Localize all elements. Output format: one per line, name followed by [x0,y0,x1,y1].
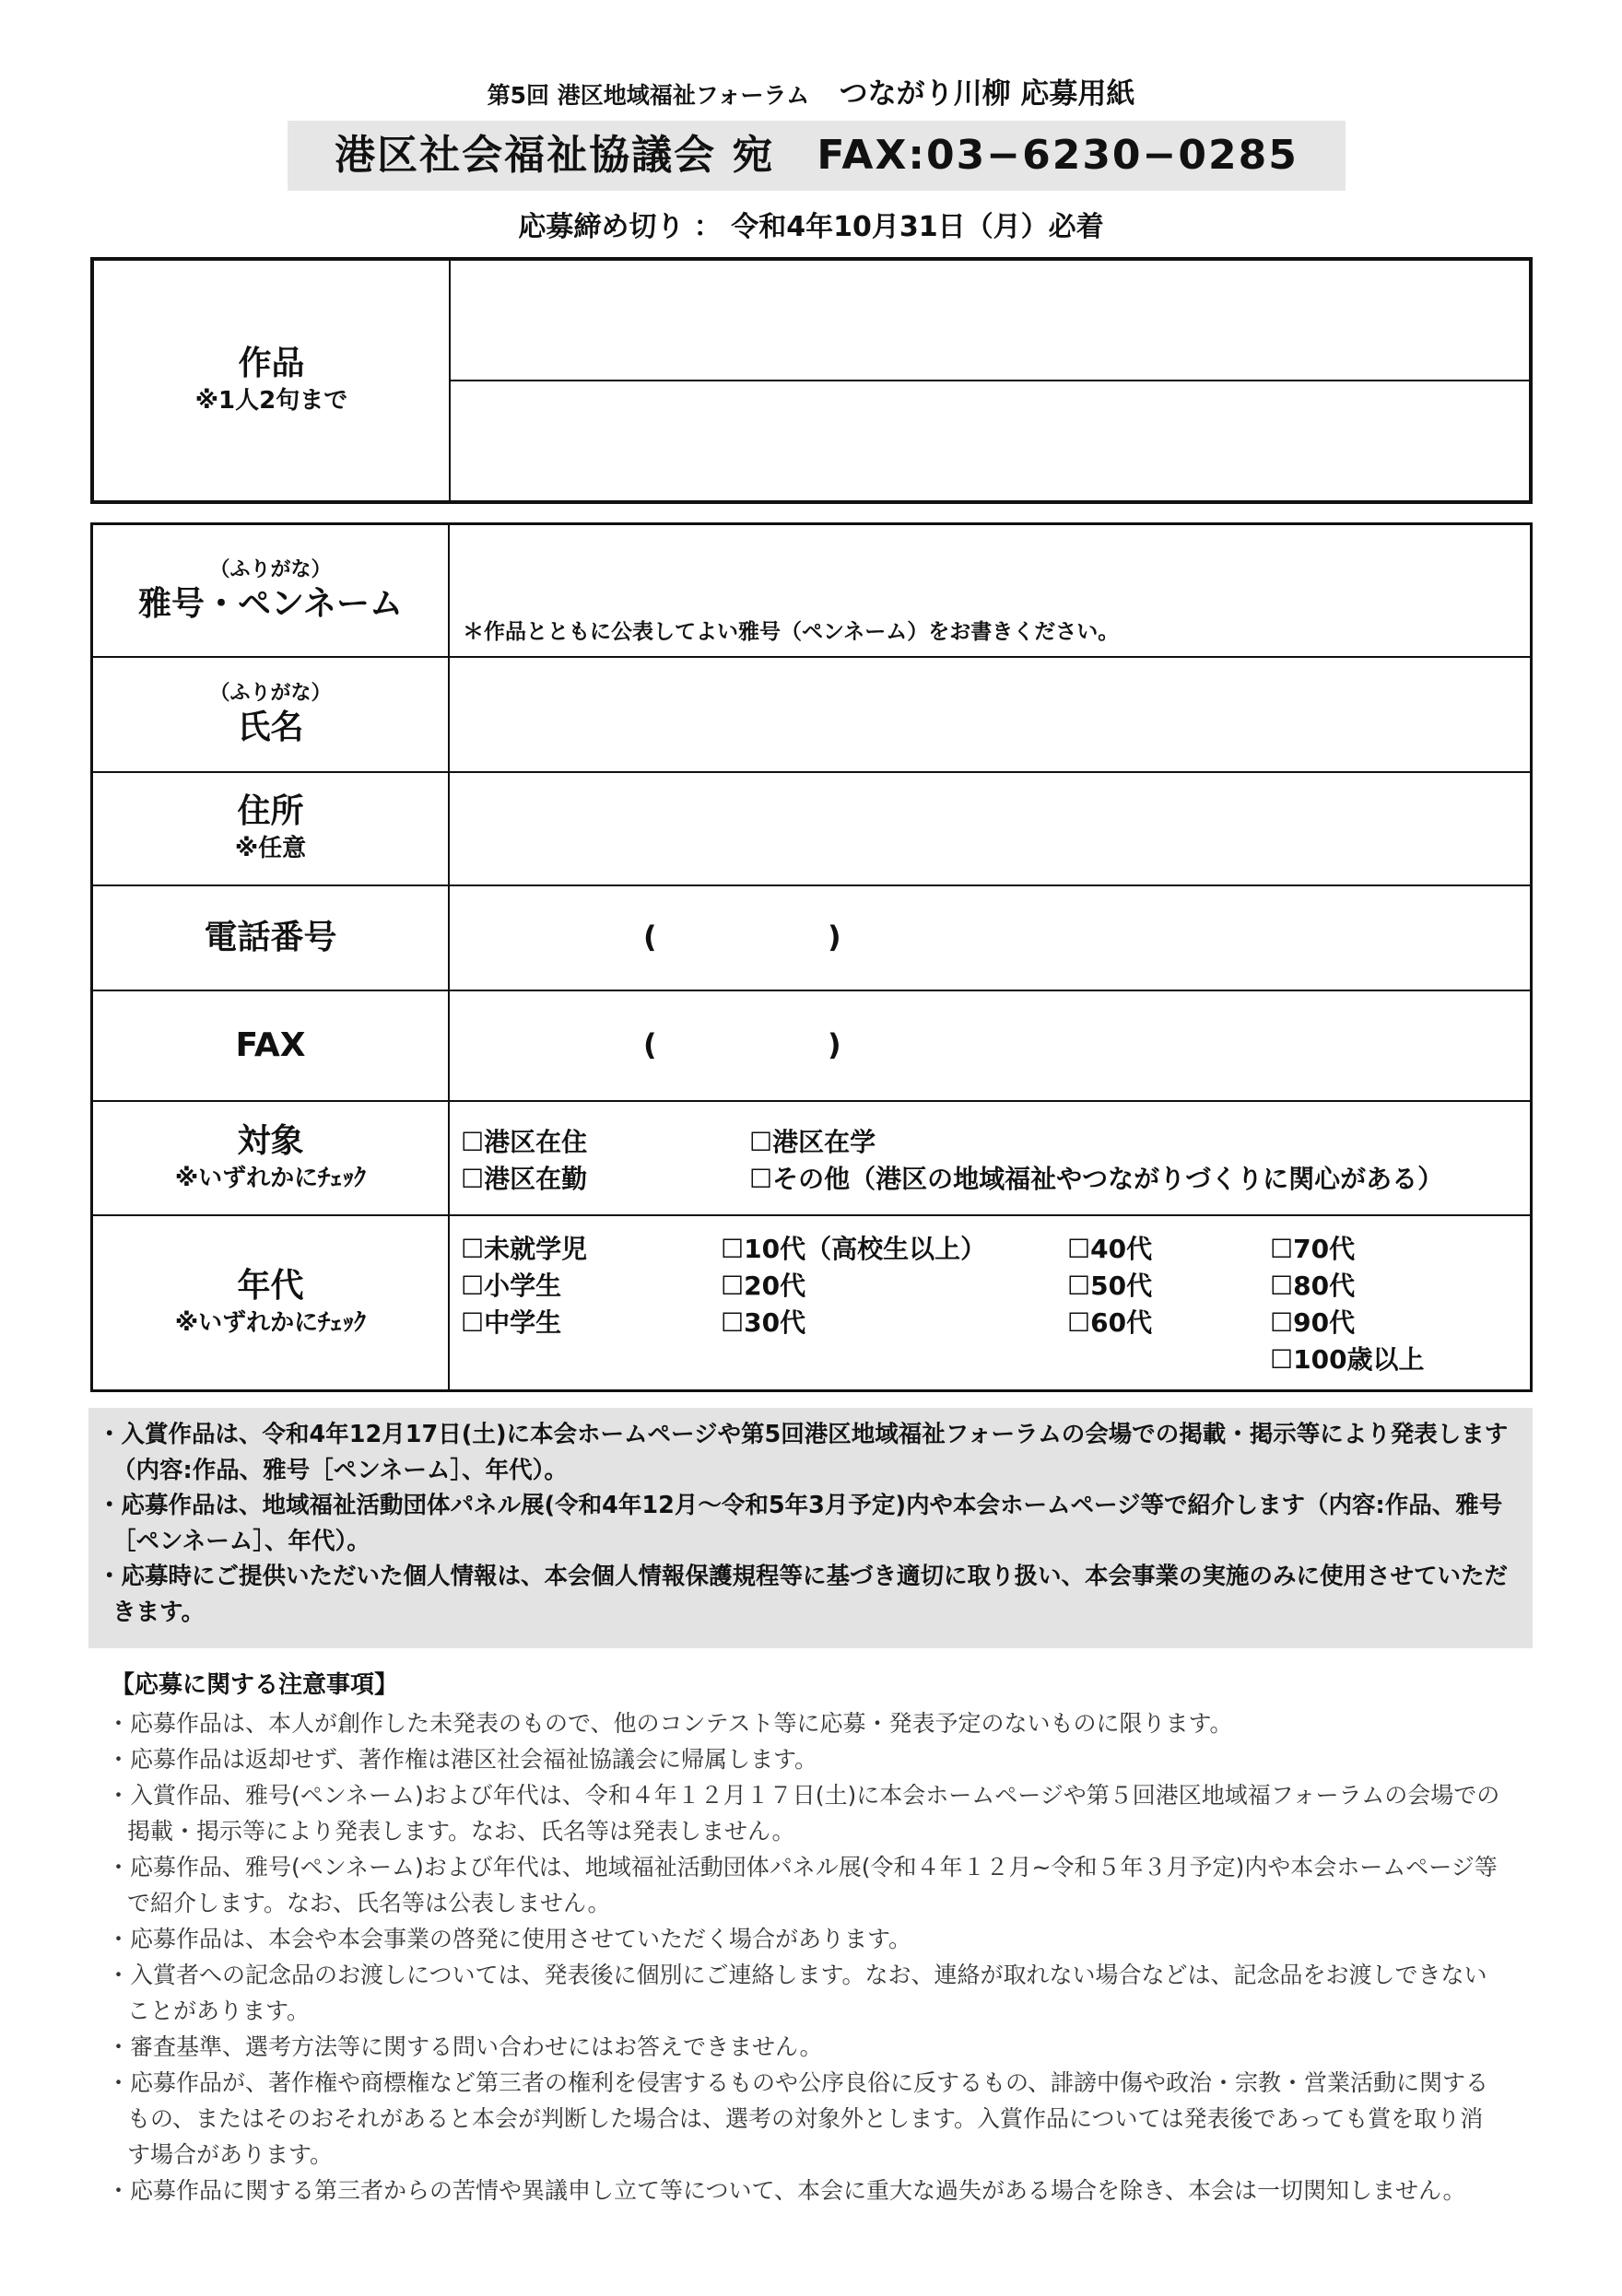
name-kana: （ふりがな） [209,682,332,705]
publication-notice-box [88,1408,1533,1648]
fax-field[interactable] [449,990,1532,1101]
deadline: 応募締め切り ： 令和4年10月31日（月）必着 [518,211,1104,243]
caution-item: ・応募作品に関する第三者からの苦情や異議申し立て等について、本会に重大な過失がある場合を除き、本会は一切関知しません。 [107,2177,1466,2204]
caution-item: ・応募作品、雅号(ペンネーム)および年代は、地域福祉活動団体パネル展(令和４年１２月~令和５年３月予定)内や本会ホームページ等で紹介します。なお、氏名等は公表しません。 [107,1854,1498,1916]
fax-close-paren: ) [828,1026,841,1062]
pen-name-label-cell [92,524,450,657]
address-label-cell [92,772,450,885]
address-field[interactable] [449,772,1532,885]
caution-item: ・入賞作品、雅号(ペンネーム)および年代は、令和４年１２月１７日(土)に本会ホームページや第５回港区地域福フォーラムの会場での掲載・掲示等により発表します。なお、氏名等は発表しません。 [107,1782,1500,1845]
age-option-50s[interactable]: ☐50代 [1067,1271,1153,1302]
target-option-worker[interactable]: ☐港区在勤 [461,1163,588,1194]
pen-name-label: 雅号・ペンネーム [138,584,403,623]
age-option-junior-high[interactable]: ☐中学生 [461,1307,562,1339]
age-option-100-plus[interactable]: ☐100歳以上 [1270,1344,1425,1376]
works-table [90,257,1533,504]
age-option-preschool[interactable]: ☐未就学児 [461,1234,588,1265]
pen-name-field[interactable] [449,524,1532,657]
applicant-info-table [90,522,1533,1392]
works-label: 作品 [238,345,305,382]
caution-item: ・審査基準、選考方法等に関する問い合わせにはお答えできません。 [107,2033,823,2060]
age-check-note: ※いずれかにﾁｪｯｸ [174,1308,367,1337]
caution-section [103,1668,1504,2208]
caution-item: ・応募作品が、著作権や商標権など第三者の権利を侵害するものや公序良俗に反するもの、誹謗中傷や政治・宗教・営業活動に関するもの、またはそのおそれがあると本会が判断した場合は、選考の対象外とします。入賞作品については発表後であっても賞を取り消す場合があります。 [107,2069,1489,2168]
notice-item: ・応募時にご提供いただいた個人情報は、本会個人情報保護規程等に基づき適切に取り扱い、本会事業の実施のみに使用させていただきます。 [98,1563,1509,1626]
phone-close-paren: ) [828,919,841,955]
age-option-60s[interactable]: ☐60代 [1067,1307,1153,1339]
title-prefix: 第5回 港区地域福祉フォーラム [487,82,810,109]
age-option-elementary[interactable]: ☐小学生 [461,1271,562,1302]
phone-field[interactable] [449,885,1532,990]
caution-heading: 【応募に関する注意事項】 [111,1671,399,1699]
phone-label: 電話番号 [204,918,337,956]
caution-item: ・応募作品は、本人が創作した未発表のもので、他のコンテスト等に応募・発表予定のないものに限ります。 [107,1710,1233,1737]
age-option-30s[interactable]: ☐30代 [721,1307,806,1339]
fax-open-paren: ( [643,1026,657,1062]
target-label: 対象 [237,1121,304,1160]
age-label: 年代 [237,1266,304,1305]
title-main: つながり川柳 応募用紙 [839,77,1135,111]
target-options [449,1101,1532,1215]
target-check-note: ※いずれかにﾁｪｯｸ [174,1164,367,1192]
name-field[interactable] [449,657,1532,772]
phone-label-cell [92,885,450,990]
age-option-10s[interactable]: ☐10代（高校生以上） [721,1234,987,1265]
target-label-cell [92,1101,450,1215]
age-option-90s[interactable]: ☐90代 [1270,1307,1356,1339]
name-label-cell [92,657,450,772]
pen-name-note: ＊作品とともに公表してよい雅号（ペンネーム）をお書きください。 [463,619,1120,644]
phone-open-paren: ( [643,919,657,955]
works-line-2[interactable] [450,381,1531,502]
target-option-student[interactable]: ☐港区在学 [749,1126,876,1157]
age-option-80s[interactable]: ☐80代 [1270,1271,1356,1302]
age-label-cell [92,1215,450,1391]
target-option-resident[interactable]: ☐港区在住 [461,1126,588,1157]
caution-item: ・応募作品は返却せず、著作権は港区社会福祉協議会に帰属します。 [107,1746,818,1773]
notice-item: ・入賞作品は、令和4年12月17日(土)に本会ホームページや第5回港区地域福祉フォーラムの会場での掲載・掲示等により発表します（内容:作品、雅号［ペンネーム］、年代）。 [98,1421,1509,1484]
notice-item: ・応募作品は、地域福祉活動団体パネル展(令和4年12月～令和5年3月予定)内や本会ホームページ等で紹介します（内容:作品、雅号［ペンネーム］、年代）。 [98,1492,1503,1555]
caution-item: ・応募作品は、本会や本会事業の啓発に使用させていただく場合があります。 [107,1926,912,1952]
works-limit-note: ※1人2句まで [194,387,348,415]
works-line-1[interactable] [450,259,1531,381]
age-options [449,1215,1532,1391]
pen-name-kana: （ふりがな） [209,557,332,581]
age-option-20s[interactable]: ☐20代 [721,1271,806,1302]
form-title [0,70,1622,111]
works-label-cell [92,259,450,502]
age-option-70s[interactable]: ☐70代 [1270,1234,1356,1265]
name-label: 氏名 [237,709,304,746]
fax-label: FAX [235,1025,306,1064]
caution-item: ・入賞者への記念品のお渡しについては、発表後に個別にご連絡します。なお、連絡が取れない場合などは、記念品をお渡しできないことがあります。 [107,1962,1487,2024]
age-option-40s[interactable]: ☐40代 [1067,1234,1153,1265]
target-option-other[interactable]: ☐その他（港区の地域福祉やつながりづくりに関心がある） [749,1163,1444,1194]
fax-destination: 港区社会福祉協議会 宛 FAX:03−6230−0285 [288,121,1346,191]
address-optional-note: ※任意 [234,835,307,862]
address-label: 住所 [237,792,304,830]
fax-label-cell [92,990,450,1101]
